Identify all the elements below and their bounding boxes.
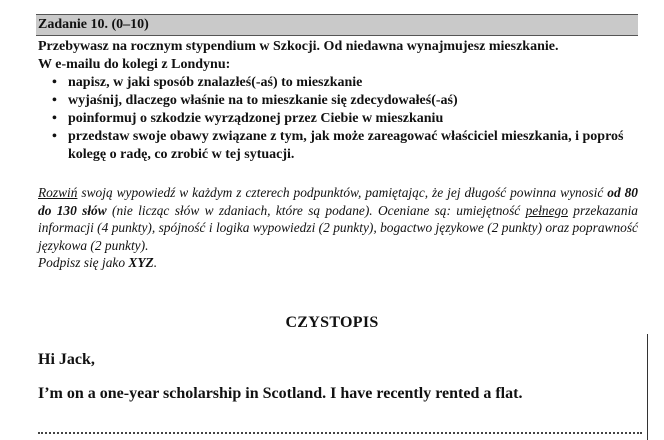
sign-suffix: . bbox=[153, 255, 158, 270]
bullet-text: poinformuj o szkodzie wyrządzonej przez Ciebie w mieszkaniu bbox=[68, 111, 444, 126]
instruction-full-word: pełnego bbox=[525, 202, 568, 218]
list-item bbox=[38, 110, 638, 128]
list-item bbox=[38, 74, 638, 92]
sign-name: XYZ bbox=[128, 255, 154, 270]
answer-box-border bbox=[647, 334, 648, 440]
task-bullet-list bbox=[38, 74, 638, 164]
email-greeting: Hi Jack, bbox=[38, 351, 95, 368]
bullet-icon: • bbox=[52, 129, 57, 144]
instruction-develop-word: Rozwiń bbox=[38, 185, 78, 200]
bullet-text: wyjaśnij, dlaczego właśnie na to mieszkanie się zdecydowałeś(-aś) bbox=[68, 93, 458, 108]
task-instructions bbox=[38, 184, 638, 272]
list-item bbox=[38, 92, 638, 110]
draft-heading: CZYSTOPIS bbox=[285, 314, 379, 331]
task-title: Zadanie 10. (0–10) bbox=[38, 17, 149, 32]
email-first-sentence: I’m on a one-year scholarship in Scotland. I have recently rented a flat. bbox=[38, 385, 523, 402]
intro-line-1: Przebywasz na rocznym stypendium w Szkocji. Od niedawna wynajmujesz mieszkanie. bbox=[38, 39, 559, 54]
task-header-bar bbox=[36, 14, 638, 36]
task-intro bbox=[38, 38, 638, 74]
bullet-text: napisz, w jaki sposób znalazłeś(-aś) to mieszkanie bbox=[68, 75, 363, 90]
bullet-text: przedstaw swoje obawy związane z tym, jak może zareagować właściciel mieszkania, i poproś kolegę o radę, co zrobić w tej sytuacji. bbox=[68, 129, 624, 162]
instruction-text-1: swoją wypowiedź w każdym z czterech podpunktów, pamiętając, że jej długość powinna wynosić bbox=[77, 185, 608, 200]
sign-prefix: Podpisz się jako bbox=[38, 255, 129, 270]
instruction-text-2: (nie licząc słów w zdaniach, które są podane). Oceniane są: umiejętność bbox=[106, 202, 526, 218]
instruction-text-3: przekazania informacji (4 punkty), spójność i logika wypowiedzi (2 punkty), bogactwo językowe (2 punkty) oraz poprawność językowa (2 punkty). bbox=[38, 202, 638, 253]
bullet-icon: • bbox=[52, 75, 57, 90]
instruction-length: od 80 do 130 słów bbox=[38, 185, 638, 218]
intro-line-2: W e-mailu do kolegi z Londynu: bbox=[38, 57, 231, 72]
bullet-icon: • bbox=[52, 93, 57, 108]
list-item bbox=[38, 128, 638, 164]
answer-writing-line[interactable] bbox=[38, 432, 642, 434]
bullet-icon: • bbox=[52, 111, 57, 126]
